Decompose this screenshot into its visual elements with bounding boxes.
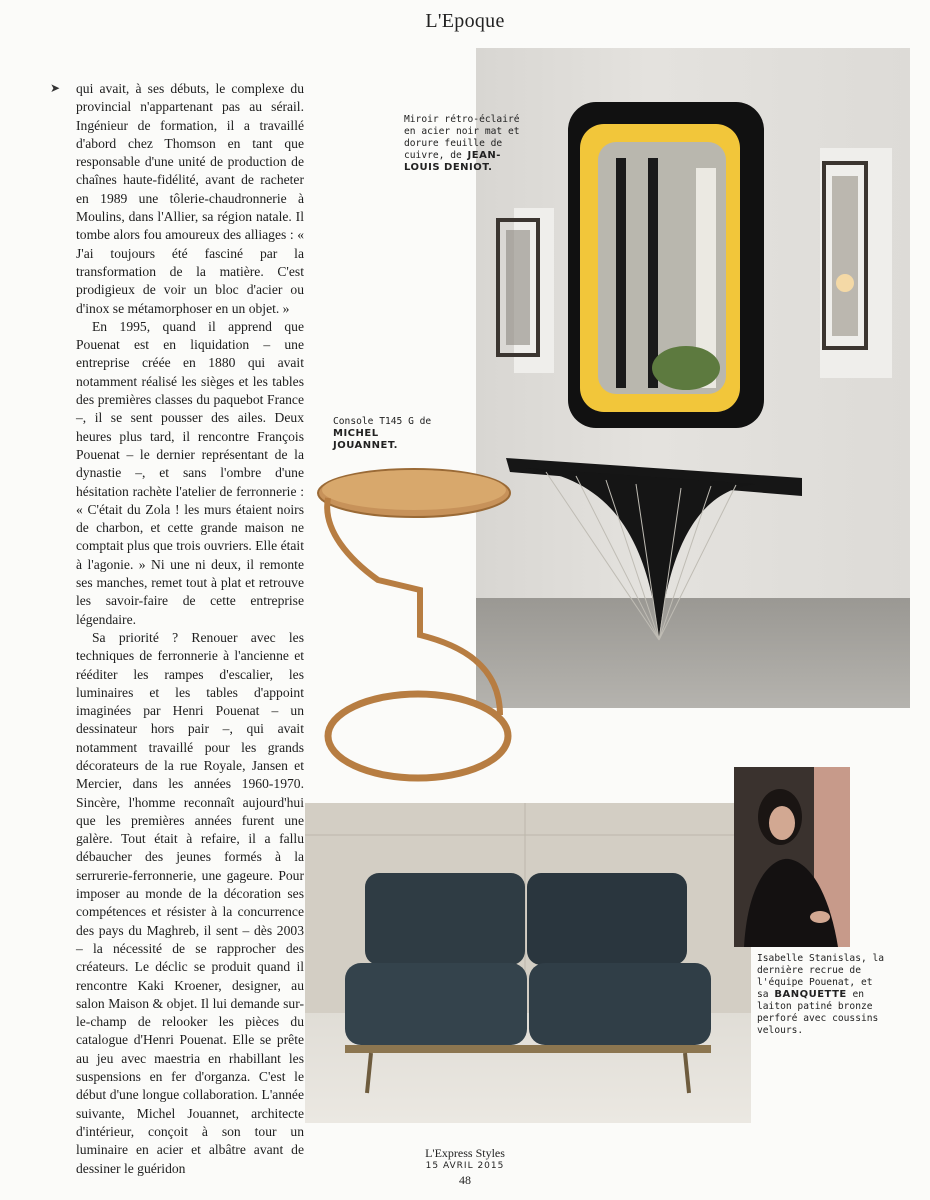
caption-text: Isabelle Stanislas, la dernière recrue de l'équipe Pouenat, et sa: [757, 953, 885, 1000]
caption-text: en laiton patiné bronze perforé avec coussins velours.: [757, 989, 879, 1036]
back-cushion-right-icon: [527, 873, 687, 965]
article-body: [76, 80, 304, 1178]
mirror-console-illustration: [476, 48, 910, 708]
seat-cushion-right-icon: [529, 963, 711, 1045]
page-number: 48: [459, 1173, 471, 1187]
caption-designer: MICHEL JOUANNET.: [333, 428, 398, 451]
article-paragraph: qui avait, à ses débuts, le complexe du provincial n'appartenant pas au sérail. Ingénieur de formation, il a travaillé d'abord chez Thomson en tant que responsable d'une unité de production de chaînes haute-fidélité, avant de racheter en 1989 une tôlerie-chaudronnerie à Moulins, dans l'Allier, sa région natale. Il tombe alors fou amoureux des alliages : « J'ai toujours été fasciné par la transformation de la matière. C'est prodigieux de voir un bloc d'acier ou d'inox se métamorphoser en un objet. »: [76, 81, 304, 316]
back-cushion-left-icon: [365, 873, 525, 965]
caption-banquette: [757, 953, 887, 1037]
caption-mirror: [404, 114, 522, 174]
caption-text: Console T145 G de: [333, 416, 432, 427]
mirror-photo: [476, 48, 910, 708]
banquette-illustration: [305, 803, 751, 1123]
article-paragraph: En 1995, quand il apprend que Pouenat est en liquidation – une entreprise créée en 1880 qui avait notamment réalisé les sièges et les tables des premières classes du paquebot France –, il se sent pousser des ailes. Deux heures plus tard, il rencontre François Pouenat – le dernier représentant de la dynastie –, et sans l'ombre d'une hésitation rachète l'atelier de ferronnerie : « C'était du Zola ! les murs étaient noirs de charbon, et cette grande maison ne comptait plus que trois ouvriers. Elle était à l'agonie. » Ni une ni deux, il remonte ses manches, remet tout à plat et retrouve les savoir-faire de cette entreprise légendaire.: [76, 318, 304, 627]
footer-date: 15 AVRIL 2015: [425, 1161, 505, 1171]
caption-console: [333, 416, 433, 452]
section-header: L'Epoque: [425, 10, 505, 32]
banquette-photo: [305, 803, 751, 1123]
article-paragraph: Sa priorité ? Renouer avec les techniques de ferronnerie à l'ancienne et rééditer les rampes d'escalier, les luminaires et les tables d'appoint imaginées par Henri Pouenat – un dessinateur hors pair –, qui avait notamment travaillé pour les grands décorateurs de la rue Royale, Jansen et Mercier, dans les années 1960-1970. Sincère, l'homme reconnaît aujourd'hui que les premières années furent une galère. Tout était à refaire, il a fallu débaucher des jeunes formés à la serrurerie-ferronnerie, une gageure. Pour imposer au monde de la décoration ses compétences et résister à la concurrence des pays du Maghreb, il sent – dès 2003 – la nécessité de se rapprocher des créateurs. Le déclic se produit quand il rencontre Kaki Kroener, designer, au salon Maison & objet. Il lui demande sur-le-champ de relooker les pièces du catalogue d'Henri Pouenat. Elle se prête au jeu avec maestria en rhabillant les suspensions en fer d'organza. C'est le début d'une longue collaboration. L'année suivante, Michel Jouannet, architecte d'intérieur, conçoit à son tour un luminaire en acier et albâtre avant de dessiner le guéridon: [76, 629, 304, 1176]
gold-side-table-icon: [310, 460, 530, 790]
caption-text: Miroir rétro-éclairé en acier noir mat et dorure feuille de cuivre, de: [404, 114, 520, 161]
caption-designer: JEAN-LOUIS DENIOT.: [404, 150, 501, 173]
seat-cushion-left-icon: [345, 963, 527, 1045]
portrait-photo: [734, 767, 850, 947]
portrait-illustration: [734, 767, 850, 947]
continuation-arrow-icon: ➤: [50, 81, 61, 95]
caption-product: BANQUETTE: [774, 989, 847, 1000]
footer-magazine: L'Express Styles: [425, 1146, 505, 1160]
